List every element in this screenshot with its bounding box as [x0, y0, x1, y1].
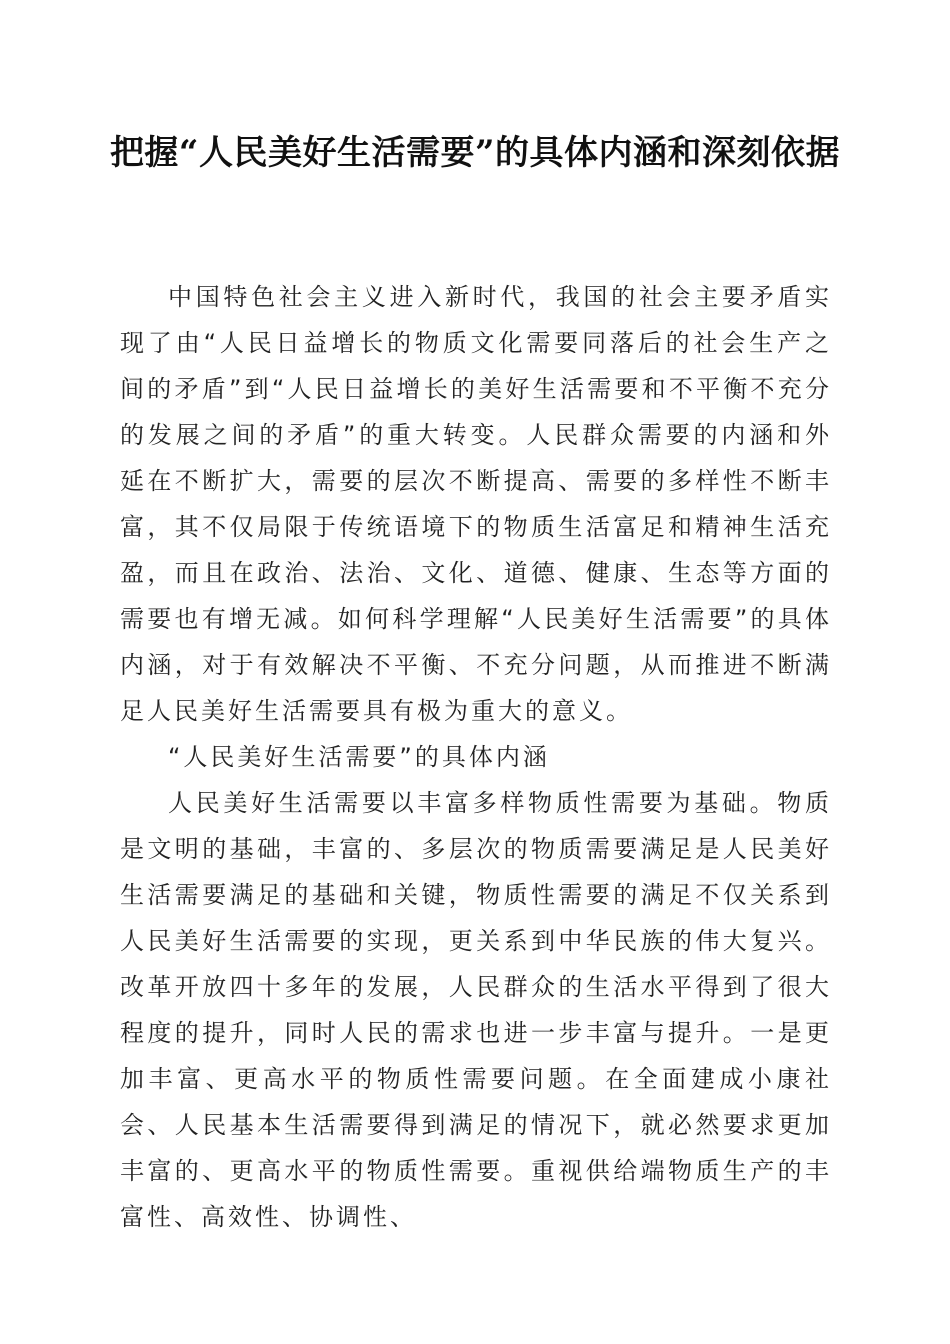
- paragraph-intro: 中国特色社会主义进入新时代，我国的社会主要矛盾实现了由“人民日益增长的物质文化需要同落后的社会生产之间的矛盾”到“人民日益增长的美好生活需要和不平衡不充分的发展之间的矛盾”的重大转变。人民群众需要的内涵和外延在不断扩大，需要的层次不断提高、需要的多样性不断丰富，其不仅局限于传统语境下的物质生活富足和精神生活充盈，而且在政治、法治、文化、道德、健康、生态等方面的需要也有增无减。如何科学理解“人民美好生活需要”的具体内涵，对于有效解决不平衡、不充分问题，从而推进不断满足人民美好生活需要具有极为重大的意义。: [120, 283, 832, 725]
- document-body: [120, 274, 832, 1240]
- section-heading: “人民美好生活需要”的具体内涵: [168, 743, 550, 771]
- document-title: 把握“人民美好生活需要”的具体内涵和深刻依据: [109, 133, 841, 173]
- paragraph-material-needs: 人民美好生活需要以丰富多样物质性需要为基础。物质是文明的基础，丰富的、多层次的物质需要满足是人民美好生活需要满足的基础和关键，物质性需要的满足不仅关系到人民美好生活需要的实现，更关系到中华民族的伟大复兴。改革开放四十多年的发展，人民群众的生活水平得到了很大程度的提升，同时人民的需求也进一步丰富与提升。一是更加丰富、更高水平的物质性需要问题。在全面建成小康社会、人民基本生活需要得到满足的情况下，就必然要求更加丰富的、更高水平的物质性需要。重视供给端物质生产的丰富性、高效性、协调性、: [120, 789, 832, 1231]
